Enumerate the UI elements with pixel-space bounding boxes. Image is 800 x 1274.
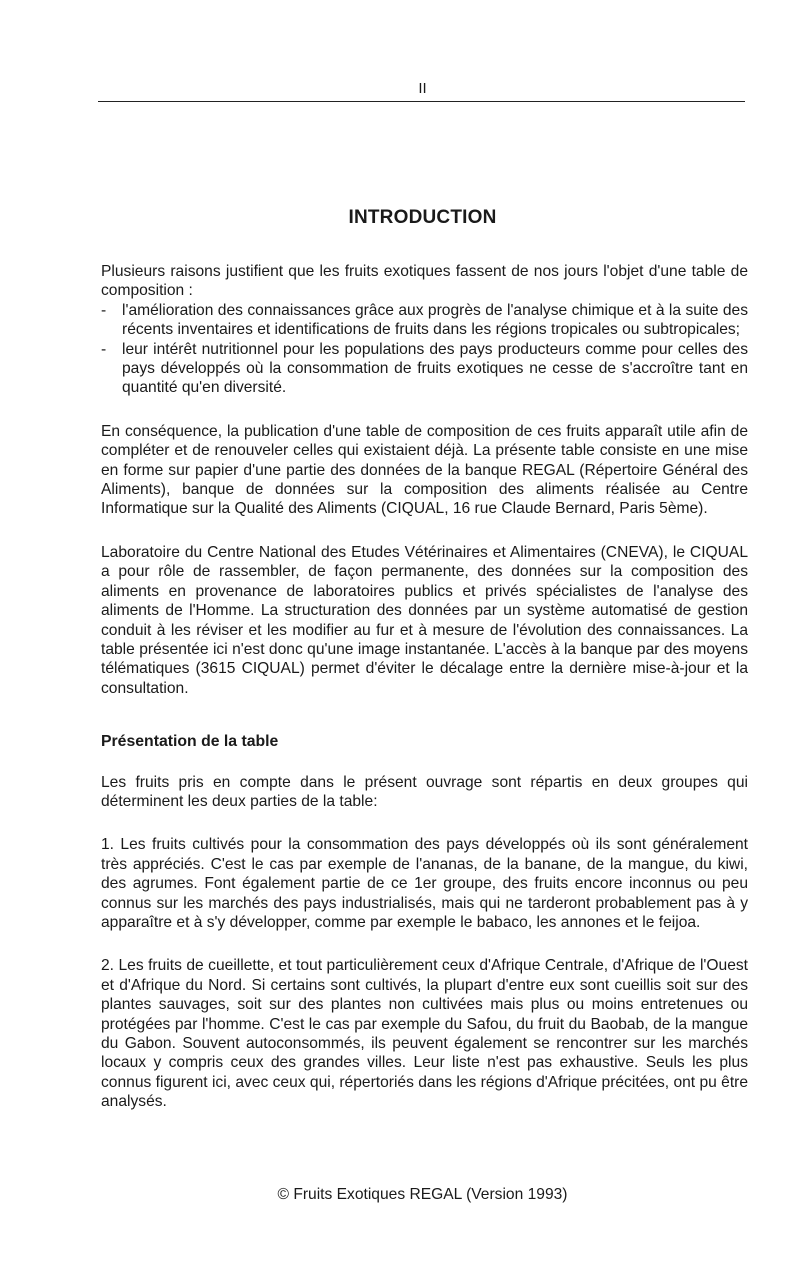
laboratory-paragraph: Laboratoire du Centre National des Etudes Vétérinaires et Alimentaires (CNEVA), le CIQUAL a pour rôle de rassembler, de façon permanente, des données sur la composition des aliments en provenance de laboratoires publics et privés spécialistes de l'analyse des aliments de l'Homme. La structuration des données par un système automatisé de gestion conduit à les réviser et les modifier au fur et à mesure de l'évolution des connaissances. La table présentée ici n'est donc qu'une image instantanée. L'accès à la banque par des moyens télématiques (3615 CIQUAL) permet d'éviter le décalage entre la dernière mise-à-jour et la consultation.	[101, 543, 748, 697]
list-item	[101, 340, 748, 398]
list-item-text: l'amélioration des connaissances grâce aux progrès de l'analyse chimique et à la suite des récents inventaires et identifications de fruits dans les régions tropicales ou subtropicales;	[122, 301, 748, 339]
bullet-marker: -	[101, 301, 107, 319]
page-title: INTRODUCTION	[348, 207, 497, 228]
list-item	[101, 301, 748, 340]
page-number: II	[418, 80, 427, 97]
intro-paragraph: Plusieurs raisons justifient que les fruits exotiques fassent de nos jours l'objet d'une table de composition :	[101, 263, 748, 300]
document-body	[101, 262, 748, 1112]
copyright-footer: © Fruits Exotiques REGAL (Version 1993)	[277, 1186, 568, 1203]
bullet-marker: -	[101, 340, 107, 358]
reasons-list	[101, 301, 748, 398]
consequence-paragraph: En conséquence, la publication d'une table de composition de ces fruits apparaît utile afin de compléter et de renouveler celles qui existaient déjà. La présente table consiste en une mise en forme sur papier d'une partie des données de la banque REGAL (Répertoire Général des Aliments), banque de données sur la composition des aliments réalisée au Centre Informatique sur la Qualité des Aliments (CIQUAL, 16 rue Claude Bernard, Paris 5ème).	[101, 422, 748, 518]
presentation-paragraph: Les fruits pris en compte dans le présent ouvrage sont répartis en deux groupes qui déterminent les deux parties de la table:	[101, 773, 748, 810]
cultivated-fruits-paragraph: 1. Les fruits cultivés pour la consommation des pays développés où ils sont généralement très appréciés. C'est le cas par exemple de l'ananas, de la banane, de la mangue, du kiwi, des agrumes. Font également partie de ce 1er groupe, des fruits encore inconnus ou peu connus sur les marchés des pays industrialisés, mais qui ne tarderont probablement pas à y apparaître et à s'y développer, comme par exemple le babaco, les annones et le feijoa.	[101, 836, 748, 931]
list-item-text: leur intérêt nutritionnel pour les populations des pays producteurs comme pour celles des pays développés où la consommation de fruits exotiques ne cesse de s'accroître tant en quantité qu'en diversité.	[122, 340, 748, 397]
gathered-fruits-paragraph: 2. Les fruits de cueillette, et tout particulièrement ceux d'Afrique Centrale, d'Afrique de l'Ouest et d'Afrique du Nord. Si certains sont cultivés, la plupart d'entre eux sont cueillis soit sur des plantes sauvages, soit sur des plantes non cultivées mais plus ou moins entretenues ou protégées par l'homme. C'est le cas par exemple du Safou, du fruit du Baobab, de la mangue du Gabon. Souvent autoconsommés, ils peuvent également se rencontrer sur les marchés locaux y compris ceux des grandes villes. Leur liste n'est pas exhaustive. Seuls les plus connus figurent ici, avec ceux qui, répertoriés dans les régions d'Afrique précitées, ont pu être analysés.	[101, 957, 749, 1111]
header-rule	[98, 101, 745, 102]
section-heading: Présentation de la table	[101, 733, 279, 751]
